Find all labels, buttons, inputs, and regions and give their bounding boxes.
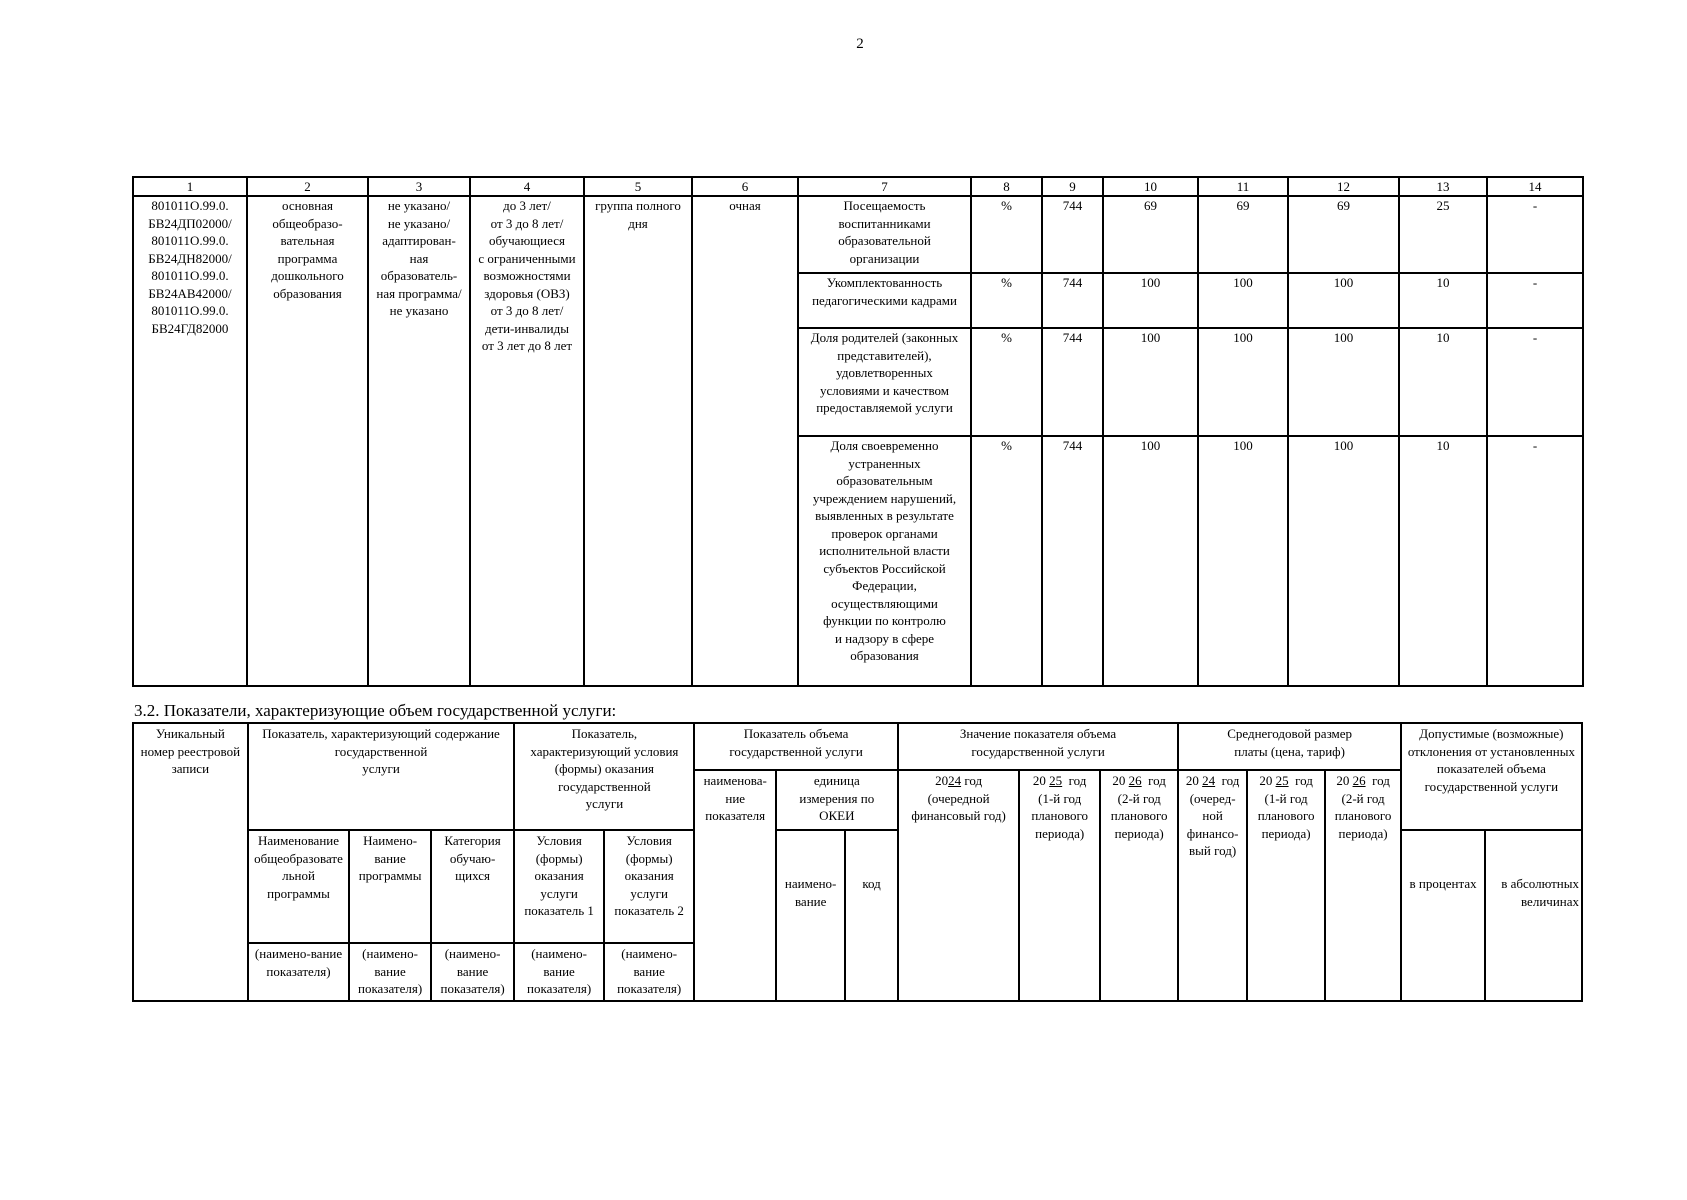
unit-okei-header: единица измерения по ОКЕИ	[776, 770, 898, 830]
indicator-name-note: (наимено- вание показателя)	[514, 943, 604, 1001]
deviation-percent-cell: 10	[1399, 436, 1487, 686]
unique-number-header: Уникальный номер реестровой записи	[133, 723, 248, 1001]
deviation-absolute-cell: -	[1487, 328, 1583, 436]
col-num: 7	[798, 177, 971, 196]
fee-year-2024-header: 20 24 год (очеред- ной финансо- вый год)	[1178, 770, 1246, 1001]
unit-code-subheader: код	[845, 830, 897, 1001]
category-cell: до 3 лет/ от 3 до 8 лет/ обучающиеся с ограниченными возможностями здоровья (ОВЗ) от 3 до 8 лет/ дети-инвалиды от 3 лет до 8 лет	[470, 196, 584, 686]
indicator-name-cell: Укомплектованность педагогическими кадрами	[798, 273, 971, 328]
value-2025-cell: 100	[1198, 328, 1288, 436]
okei-cell: 744	[1042, 328, 1103, 436]
value-2026-cell: 100	[1288, 436, 1399, 686]
okei-cell: 744	[1042, 196, 1103, 273]
volume-indicators-table	[132, 722, 1583, 1002]
unit-cell: %	[971, 196, 1042, 273]
column-number-row	[133, 177, 1583, 196]
form-cell: очная	[692, 196, 798, 686]
col-num: 8	[971, 177, 1042, 196]
section-title: 3.2. Показатели, характеризующие объем государственной услуги:	[134, 701, 617, 720]
deviation-group-header: Допустимые (возможные) отклонения от установленных показателей объема государственной услуги	[1401, 723, 1582, 830]
unit-name-subheader: наимено- вание	[776, 830, 845, 1001]
year-2026-header: 20 26 год (2-й год планового периода)	[1100, 770, 1179, 1001]
fee-year-2025-header: 20 25 год (1-й год планового периода)	[1247, 770, 1325, 1001]
unit-cell: %	[971, 273, 1042, 328]
program-kind-subheader: Наимено- вание программы	[349, 830, 431, 943]
deviation-absolute-cell: -	[1487, 196, 1583, 273]
deviation-percent-cell: 10	[1399, 328, 1487, 436]
value-2024-cell: 69	[1103, 196, 1198, 273]
fee-year-2026-header: 20 26 год (2-й год планового периода)	[1325, 770, 1400, 1001]
volume-group-header: Показатель объема государственной услуги	[694, 723, 897, 770]
indicator-name-header: наименова- ние показателя	[694, 770, 776, 1001]
value-2025-cell: 100	[1198, 273, 1288, 328]
header-row	[133, 723, 1582, 770]
indicator-name-note: (наимено- вание показателя)	[431, 943, 515, 1001]
fee-group-header: Среднегодовой размер платы (цена, тариф)	[1178, 723, 1400, 770]
deviation-percent-cell: 25	[1399, 196, 1487, 273]
indicator-name-cell: Доля родителей (законных представителей), удовлетворенных условиями и качеством предоставляемой услуги	[798, 328, 971, 436]
category-subheader: Категория обучаю- щихся	[431, 830, 515, 943]
indicators-quality-table	[132, 176, 1584, 687]
condition-1-subheader: Условия (формы) оказания услуги показатель 1	[514, 830, 604, 943]
deviation-percent-subheader: в процентах	[1401, 830, 1486, 1001]
registry-number-cell: 801011О.99.0. БВ24ДП02000/ 801011О.99.0. БВ24ДН82000/ 801011О.99.0. БВ24АВ42000/ 801011О.99.0. БВ24ГД82000	[133, 196, 247, 686]
value-2024-cell: 100	[1103, 273, 1198, 328]
condition-2-subheader: Условия (формы) оказания услуги показатель 2	[604, 830, 695, 943]
year-2024-header: 2024 год (очередной финансовый год)	[898, 770, 1020, 1001]
col-num: 10	[1103, 177, 1198, 196]
value-2024-cell: 100	[1103, 328, 1198, 436]
unit-cell: %	[971, 436, 1042, 686]
year-2025-header: 20 25 год (1-й год планового периода)	[1019, 770, 1099, 1001]
table-row	[133, 196, 1583, 273]
col-num: 5	[584, 177, 692, 196]
program-name-subheader: Наименование общеобразовате льной программы	[248, 830, 350, 943]
col-num: 2	[247, 177, 368, 196]
program-kind-cell: не указано/ не указано/ адаптирован- ная образователь- ная программа/ не указано	[368, 196, 470, 686]
program-cell: основная общеобразо- вательная программа дошкольного образования	[247, 196, 368, 686]
indicator-name-note: (наимено- вание показателя)	[604, 943, 695, 1001]
indicator-name-note: (наимено-вание показателя)	[248, 943, 350, 1001]
value-2024-cell: 100	[1103, 436, 1198, 686]
col-num: 4	[470, 177, 584, 196]
value-2025-cell: 69	[1198, 196, 1288, 273]
value-2025-cell: 100	[1198, 436, 1288, 686]
indicator-name-cell: Посещаемость воспитанниками образовательной организации	[798, 196, 971, 273]
col-num: 1	[133, 177, 247, 196]
deviation-absolute-subheader: в абсолютных величинах	[1485, 830, 1582, 1001]
col-num: 14	[1487, 177, 1583, 196]
col-num: 13	[1399, 177, 1487, 196]
col-num: 11	[1198, 177, 1288, 196]
value-2026-cell: 100	[1288, 328, 1399, 436]
value-group-header: Значение показателя объема государственной услуги	[898, 723, 1179, 770]
okei-cell: 744	[1042, 436, 1103, 686]
col-num: 3	[368, 177, 470, 196]
page-number: 2	[856, 36, 864, 52]
deviation-absolute-cell: -	[1487, 436, 1583, 686]
indicator-name-cell: Доля своевременно устраненных образовательным учреждением нарушений, выявленных в результате проверок органами исполнительной власти субъектов Российской Федерации, осуществляющими функции по контролю и надзору в сфере образования	[798, 436, 971, 686]
conditions-group-header: Показатель, характеризующий условия (формы) оказания государственной услуги	[514, 723, 694, 830]
content-group-header: Показатель, характеризующий содержание государственной услуги	[248, 723, 515, 830]
col-num: 9	[1042, 177, 1103, 196]
value-2026-cell: 69	[1288, 196, 1399, 273]
indicator-name-note: (наимено- вание показателя)	[349, 943, 431, 1001]
okei-cell: 744	[1042, 273, 1103, 328]
condition-cell: группа полного дня	[584, 196, 692, 686]
col-num: 12	[1288, 177, 1399, 196]
unit-cell: %	[971, 328, 1042, 436]
deviation-percent-cell: 10	[1399, 273, 1487, 328]
deviation-absolute-cell: -	[1487, 273, 1583, 328]
col-num: 6	[692, 177, 798, 196]
value-2026-cell: 100	[1288, 273, 1399, 328]
